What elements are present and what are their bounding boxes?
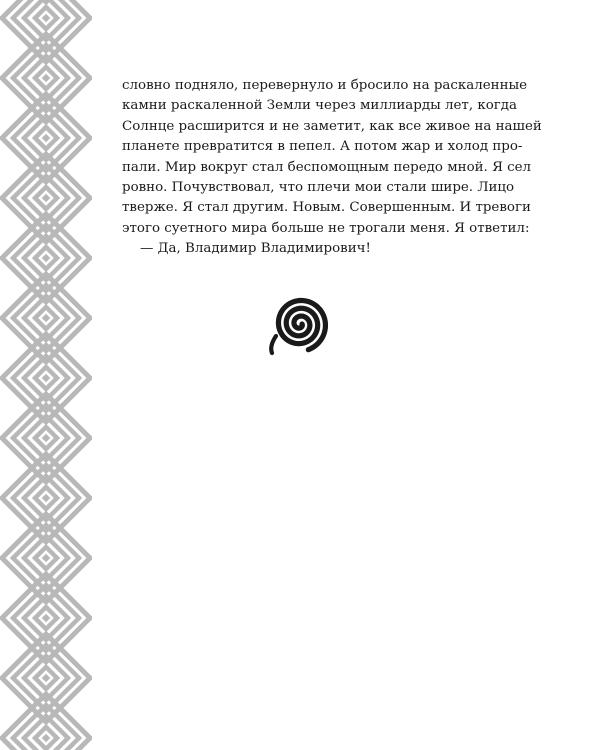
diamond-center — [42, 74, 50, 82]
dialogue-line: — Да, Владимир Владимирович! — [140, 241, 371, 257]
diamond-center — [42, 614, 50, 622]
text-line: пали. Мир вокруг стал беспомощным передо мной. Я сел — [122, 159, 532, 175]
body-text — [122, 76, 542, 260]
text-line: планете превратится в пепел. А потом жар и холод про- — [122, 139, 523, 155]
text-line: тверже. Я стал другим. Новым. Совершенным. И тревоги — [122, 200, 531, 216]
diamond-center — [42, 14, 50, 22]
text-line: этого суетного мира больше не трогали меня. Я ответил: — [122, 220, 530, 236]
diamond-center — [42, 674, 50, 682]
diamond-center — [42, 434, 50, 442]
diamond-center — [42, 254, 50, 262]
text-line: словно подняло, перевернуло и бросило на раскаленные — [122, 78, 528, 93]
diamond-center — [42, 314, 50, 322]
text-line: камни раскаленной Земли через миллиарды лет, когда — [122, 98, 518, 114]
diamond-center — [42, 194, 50, 202]
text-line: Солнце расширится и не заметит, как все живое на нашей — [122, 118, 542, 134]
diamond-pattern-icon — [0, 0, 92, 750]
decorative-border — [0, 0, 92, 750]
text-line: ровно. Почувствовал, что плечи мои стали шире. Лицо — [122, 180, 515, 196]
diamond-center — [42, 554, 50, 562]
diamond-center — [42, 734, 50, 742]
diamond-center — [42, 134, 50, 142]
diamond-center — [42, 374, 50, 382]
diamond-center — [42, 494, 50, 502]
spiral-icon — [262, 290, 334, 362]
